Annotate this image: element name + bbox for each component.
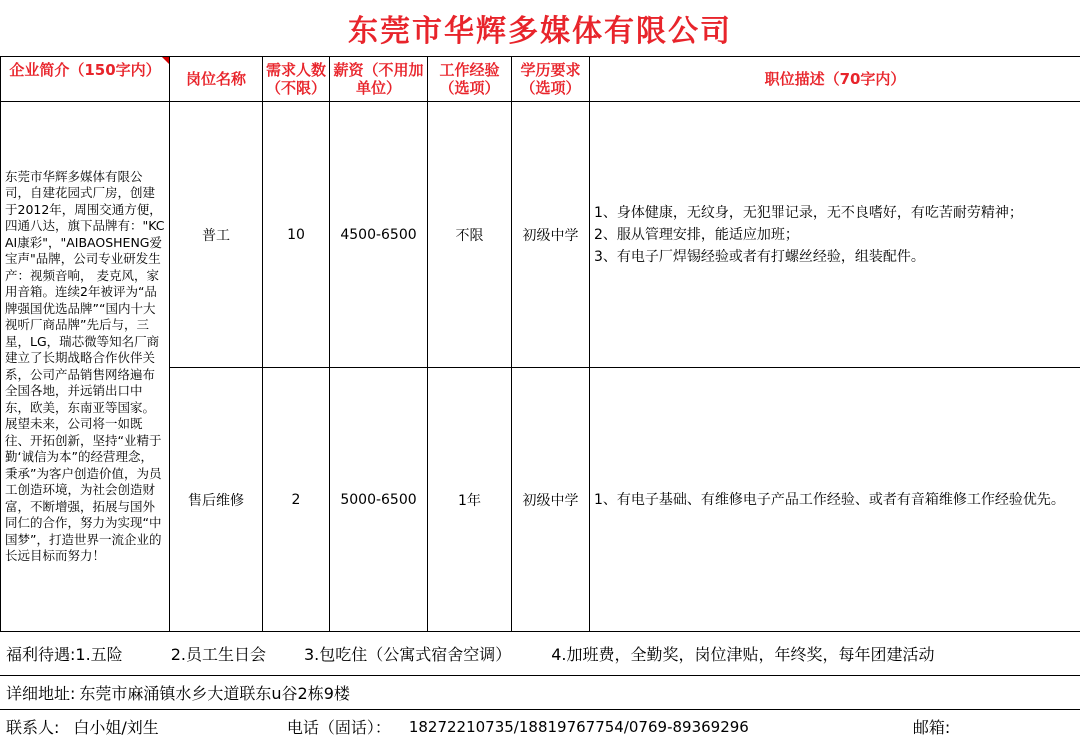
address-value: 东莞市麻涌镇水乡大道联东u谷2栋9楼 [79, 683, 350, 703]
job-experience: 不限 [428, 102, 512, 368]
phone-value: 18272210735/18819767754/0769-89369296 [408, 717, 749, 736]
header-education: 学历要求（选项） [512, 57, 590, 102]
job-position: 售后维修 [170, 368, 263, 632]
benefit-item: 1.五险 [75, 644, 123, 664]
desc-line: 2、服从管理安排，能适应加班； [594, 226, 799, 243]
benefit-item: 2.员工生日会 [170, 644, 266, 664]
company-intro: 东莞市华辉多媒体有限公司，自建花园式厂房，创建于2012年，周围交通方便，四通八达，旗下品牌有："KCAI康彩"，"AIBAOSHENG爱宝声"品牌，公司专业研发生产：视频音响， 麦克风，家用音箱。连续2年被评为“品牌强国优选品牌”“国内十大视听厂商品牌”先后与，三星，LG，瑞芯微等知名厂商建立了长期战略合作伙伴关系，公司产品销售网络遍布全国各地，并远销出口中东，欧美，东南亚等国家。 展望未来，公司将一如既往、开拓创新，坚持“业精于勤‘诚信为本”的经营理念，秉承”为客户创造价值，为员工创造环境，为社会创造财富，不断增强，拓展与国外同仁的合作，努力为实现“中国梦”，打造世界一流企业的长远目标而努力！ [1, 102, 170, 632]
address-label: 详细地址: [6, 683, 76, 703]
benefit-item: 4.加班费，全勤奖，岗位津贴，年终奖，每年团建活动 [551, 644, 935, 664]
desc-line: 3、有电子厂焊锡经验或者有打螺丝经验，组装配件。 [594, 248, 925, 265]
email-label: 邮箱: [912, 718, 951, 737]
job-position: 普工 [170, 102, 263, 368]
address-row [0, 675, 1080, 710]
benefits-row [0, 631, 1080, 676]
company-title: 东莞市华辉多媒体有限公司 [348, 14, 732, 49]
header-row [1, 57, 1080, 102]
header-count: 需求人数（不限） [263, 57, 330, 102]
job-experience: 1年 [428, 368, 512, 632]
contact-value: 白小姐/刘生 [73, 718, 159, 737]
job-description [590, 102, 1080, 368]
header-description: 职位描述（70字内） [590, 57, 1080, 102]
header-experience: 工作经验（选项） [428, 57, 512, 102]
job-salary: 4500-6500 [330, 102, 428, 368]
desc-line: 1、有电子基础、有维修电子产品工作经验、或者有音箱维修工作经验优先。 [594, 491, 1065, 508]
phone-label: 电话（固话）： [286, 718, 391, 737]
job-count: 10 [263, 102, 330, 368]
header-salary: 薪资（不用加单位） [330, 57, 428, 102]
job-education: 初级中学 [512, 102, 590, 368]
contact-label: 联系人: [6, 718, 60, 737]
job-description [590, 368, 1080, 632]
header-intro: 企业简介（150字内） [1, 57, 170, 102]
benefit-item: 3.包吃住（公寓式宿舍空调） [303, 644, 512, 664]
contact-row [0, 709, 1080, 744]
desc-line: 1、身体健康，无纹身，无犯罪记录，无不良嗜好，有吃苦耐劳精神； [594, 204, 1023, 221]
job-table [0, 56, 1080, 632]
job-count: 2 [263, 368, 330, 632]
header-position: 岗位名称 [170, 57, 263, 102]
job-row [1, 102, 1080, 368]
job-education: 初级中学 [512, 368, 590, 632]
job-salary: 5000-6500 [330, 368, 428, 632]
benefits-label: 福利待遇: [6, 644, 76, 664]
